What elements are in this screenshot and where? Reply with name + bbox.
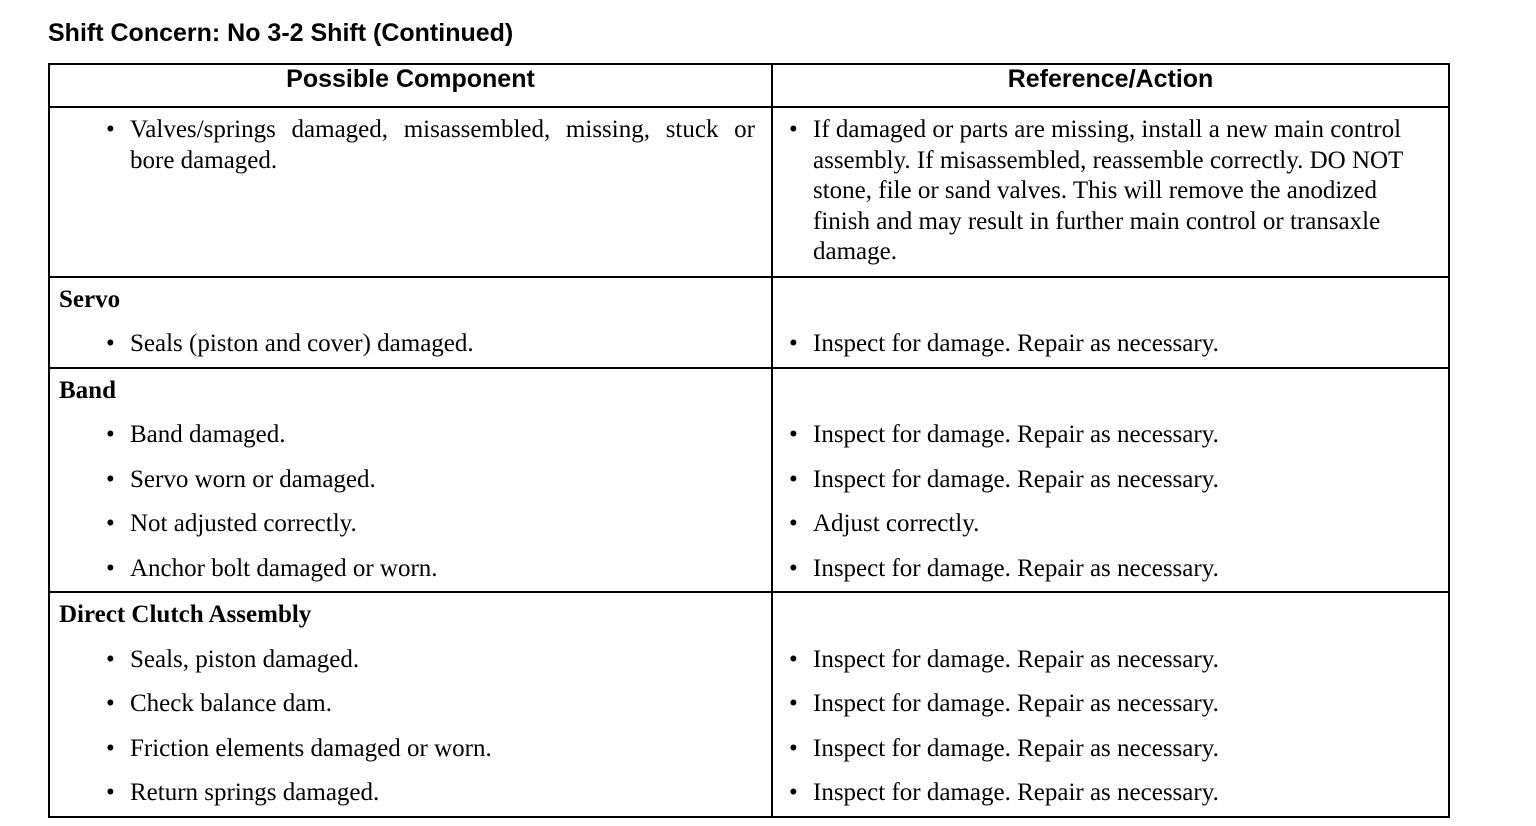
list-item: • Valves/springs damaged, misassembled, missing, stuck or bore damaged. <box>50 108 771 184</box>
column-header-reference-action: Reference/Action <box>772 64 1449 107</box>
list-item: • Inspect for damage. Repair as necessary. <box>773 322 1448 367</box>
section-heading-band: Band <box>59 376 116 404</box>
action-cell <box>772 592 1449 817</box>
list-item: • Anchor bolt damaged or worn. <box>50 547 771 592</box>
list-item: • Inspect for damage. Repair as necessary. <box>773 638 1448 683</box>
action-cell <box>772 368 1449 593</box>
list-item: • Friction elements damaged or worn. <box>50 727 771 772</box>
table-row-direct-clutch <box>49 592 1449 817</box>
table-row-servo <box>49 277 1449 368</box>
list-item: • Inspect for damage. Repair as necessary. <box>773 547 1448 592</box>
list-item: • If damaged or parts are missing, install a new main control assembly. If misassembled, reassemble correctly. DO NOT stone, file or sand valves. This will remove the anodized finish and may result in further main control or transaxle damage. <box>773 108 1448 276</box>
list-item: • Not adjusted correctly. <box>50 502 771 547</box>
list-item: • Seals, piston damaged. <box>50 638 771 683</box>
list-item: • Seals (piston and cover) damaged. <box>50 322 771 367</box>
list-item: • Band damaged. <box>50 413 771 458</box>
list-item: • Inspect for damage. Repair as necessary. <box>773 413 1448 458</box>
component-cell <box>49 277 772 368</box>
action-cell <box>772 277 1449 368</box>
table-header-row <box>49 64 1449 107</box>
list-item: • Inspect for damage. Repair as necessary. <box>773 727 1448 772</box>
component-cell <box>49 107 772 277</box>
column-header-possible-component: Possible Component <box>49 64 772 107</box>
list-item: • Inspect for damage. Repair as necessary. <box>773 458 1448 503</box>
action-cell <box>772 107 1449 277</box>
list-item: • Return springs damaged. <box>50 771 771 816</box>
diagnosis-table <box>48 63 1450 818</box>
page-title: Shift Concern: No 3-2 Shift (Continued) <box>48 19 514 47</box>
list-item: • Inspect for damage. Repair as necessary. <box>773 682 1448 727</box>
component-cell <box>49 368 772 593</box>
component-cell <box>49 592 772 817</box>
list-item: • Adjust correctly. <box>773 502 1448 547</box>
section-heading-servo: Servo <box>59 285 121 313</box>
list-item: • Check balance dam. <box>50 682 771 727</box>
table-row-valves <box>49 107 1449 277</box>
list-item: • Servo worn or damaged. <box>50 458 771 503</box>
list-item: • Inspect for damage. Repair as necessary. <box>773 771 1448 816</box>
section-heading-direct-clutch: Direct Clutch Assembly <box>59 601 312 628</box>
table-row-band <box>49 368 1449 593</box>
